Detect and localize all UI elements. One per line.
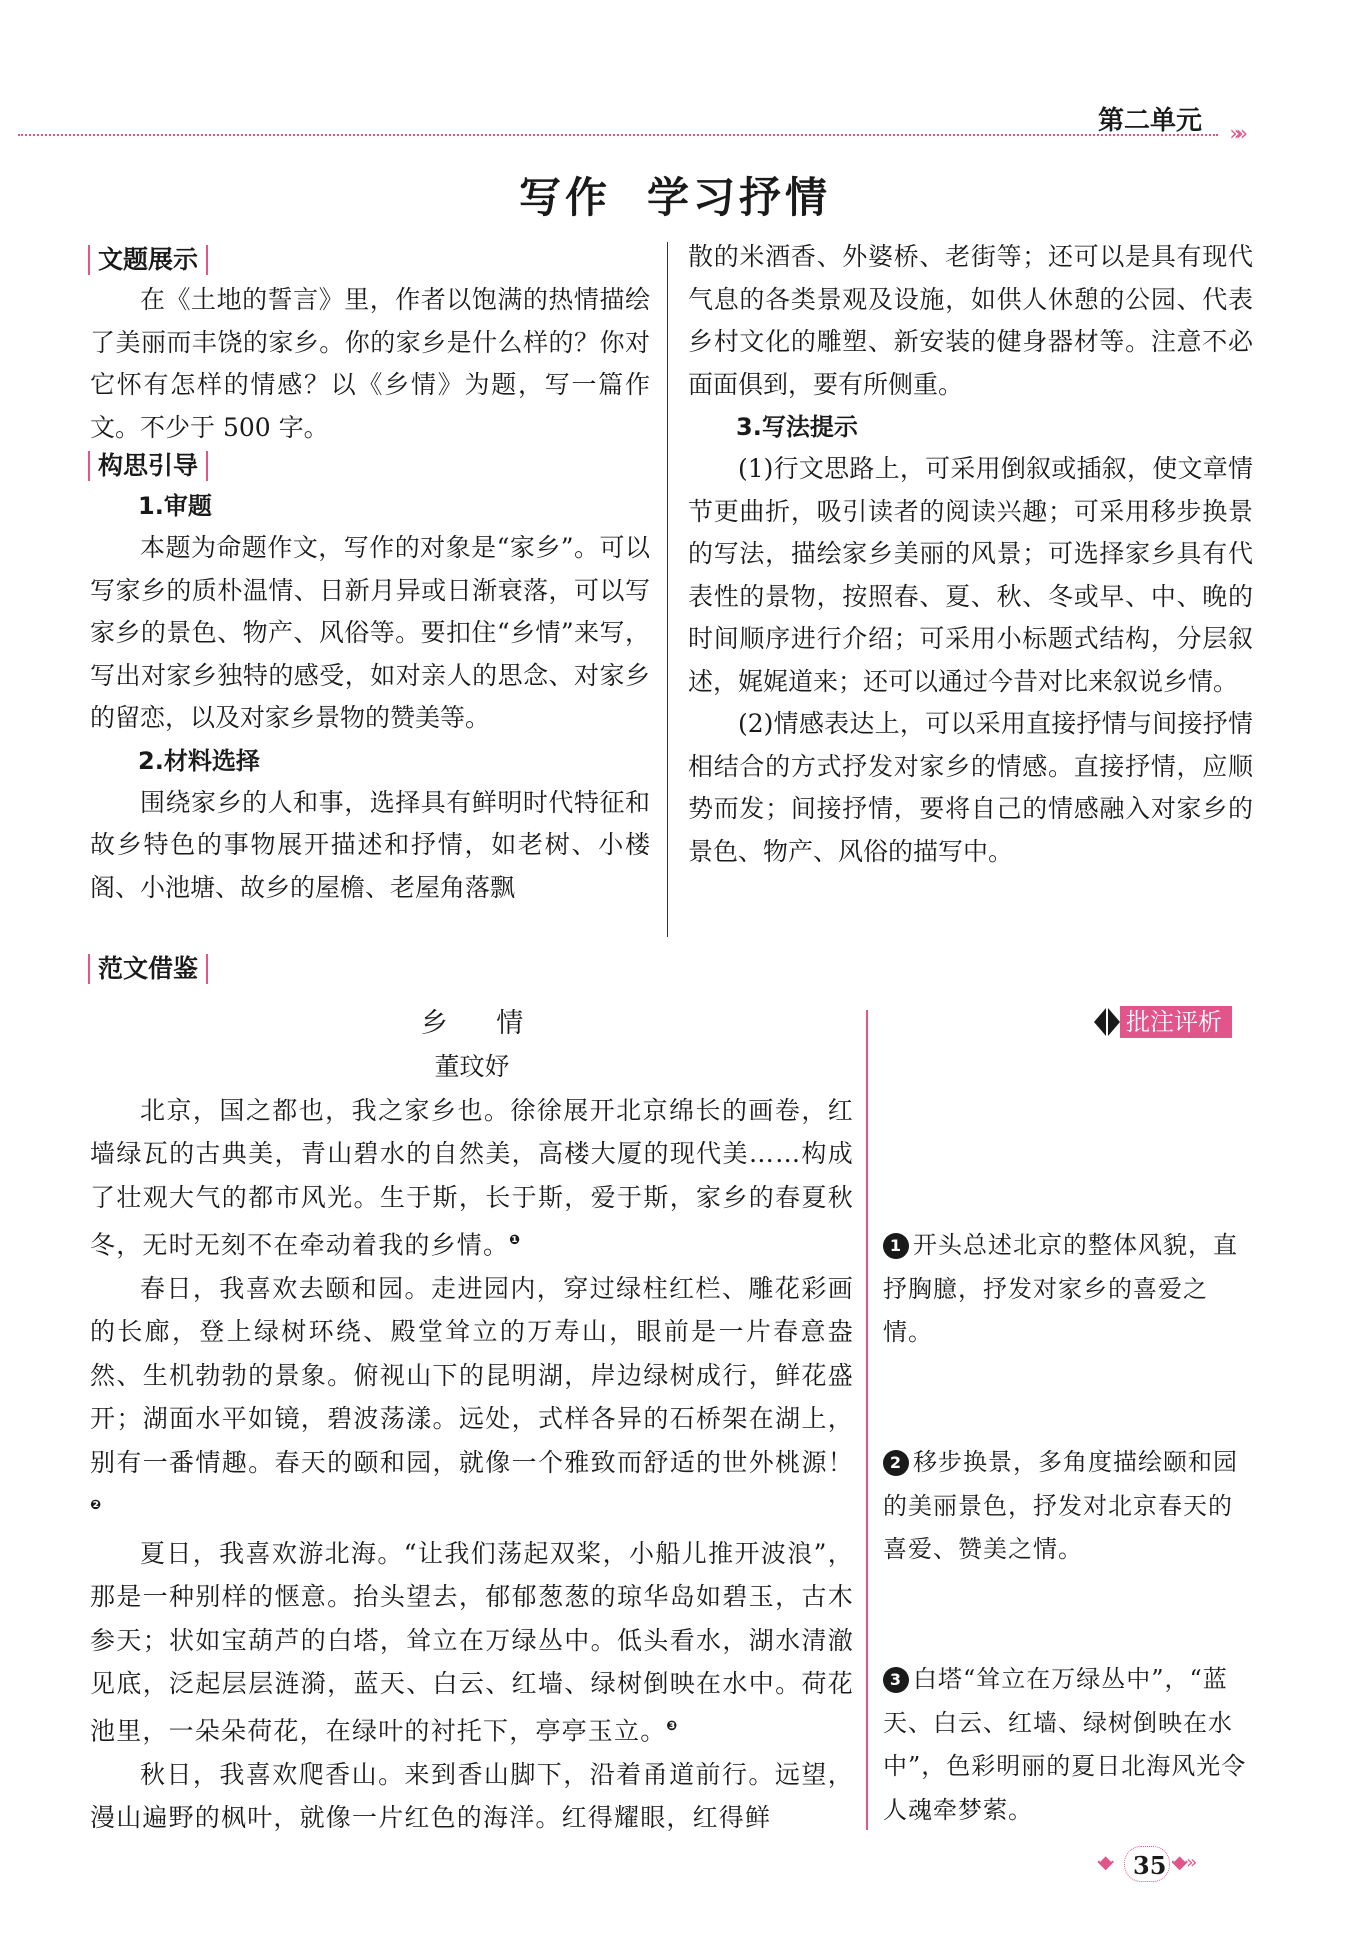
- xiefa-text-1: (1)行文思路上，可采用倒叙或插叙，使文章情节更曲折，吸引读者的阅读兴趣；可采用移步换景的写法，描绘家乡美丽的风景；可选择家乡具有代表性的景物，按照春、夏、秋、冬或早、中、晚的时间顺序进行介绍；可采用小标题式结构，分层叙述，娓娓道来；还可以通过今昔对比来叙说乡情。: [688, 454, 1253, 696]
- note-2: [883, 1441, 1253, 1572]
- shenti-text: 本题为命题作文，写作的对象是“家乡”。可以写家乡的质朴温情、日新月异或日渐衰落，可以写家乡的景色、物产、风俗等。要扣住“乡情”来写，写出对家乡独特的感受，如对亲人的思念、对家乡的留恋，以及对家乡景物的赞美等。: [90, 533, 650, 732]
- page-number-dots-left-icon: ·◆·: [1096, 1852, 1113, 1873]
- cailiao-text-left: 围绕家乡的人和事，选择具有鲜明时代特征和故乡特色的事物展开描述和抒情，如老树、小楼阁、小池塘、故乡的屋檐、老屋角落飘: [90, 787, 650, 902]
- section-label-wenti: 文题展示: [88, 245, 208, 275]
- header-rule: [18, 134, 1218, 136]
- note-text-1: 开头总述北京的整体风貌，直抒胸臆，抒发对家乡的喜爱之情。: [883, 1231, 1238, 1346]
- shenti-heading: 1.审题: [138, 492, 212, 520]
- essay-paragraph-1: [90, 1089, 854, 1267]
- essay-paragraph-2-text: 春日，我喜欢去颐和园。走进园内，穿过绿柱红栏、雕花彩画的长廊，登上绿树环绕、殿堂耸立的万寿山，眼前是一片春意盎然、生机勃勃的景象。俯视山下的昆明湖，岸边绿树成行，鲜花盛开；湖面水平如镜，碧波荡漾。远处，式样各异的石桥架在湖上，别有一番情趣。春天的颐和园，就像一个雅致而舒适的世外桃源！: [90, 1273, 854, 1477]
- notes-tag: [1094, 1005, 1232, 1039]
- note-3: [883, 1658, 1253, 1832]
- essay-title: 乡 情: [420, 1008, 544, 1039]
- tag-arrow-right-icon: [1108, 1008, 1120, 1036]
- unit-title: 第二单元: [1097, 106, 1202, 136]
- header-arrows-icon: »»: [1229, 121, 1242, 145]
- essay-author: 董玟妤: [434, 1052, 510, 1081]
- essay-paragraph-4: 秋日，我喜欢爬香山。来到香山脚下，沿着甬道前行。远望，漫山遍野的枫叶，就像一片红色的海洋。红得耀眼，红得鲜: [90, 1760, 854, 1833]
- page-number: 35: [1133, 1851, 1167, 1880]
- cailiao-text-right: 散的米酒香、外婆桥、老街等；还可以是具有现代气息的各类景观及设施，如供人休憩的公园、代表乡村文化的雕塑、新安装的健身器材等。注意不必面面俱到，要有所侧重。: [688, 242, 1253, 399]
- note-1: [883, 1224, 1253, 1355]
- page-title-right: 学习抒情: [647, 173, 832, 222]
- page-title-left: 写作: [518, 173, 611, 222]
- notes-tag-label: 批注评析: [1120, 1006, 1232, 1038]
- annotation-mark-3: ❸: [666, 1719, 679, 1735]
- page-number-dots-right-icon: ·◆·»: [1170, 1852, 1195, 1873]
- tag-arrow-left-icon: [1094, 1008, 1106, 1036]
- xiefa-text-2: (2)情感表达上，可以采用直接抒情与间接抒情相结合的方式抒发对家乡的情感。直接抒情，应顺势而发；间接抒情，要将自己的情感融入对家乡的景色、物产、风俗的描写中。: [688, 709, 1253, 866]
- note-text-3: 白塔“耸立在万绿丛中”，“蓝天、白云、红墙、绿树倒映在水中”，色彩明丽的夏日北海风光令人魂牵梦萦。: [883, 1665, 1247, 1824]
- right-column: [688, 236, 1253, 873]
- wenti-text: 在《土地的誓言》里，作者以饱满的热情描绘了美丽而丰饶的家乡。你的家乡是什么样的？你对它怀有怎样的情感？以《乡情》为题，写一篇作文。不少于 500 字。: [90, 285, 650, 442]
- cailiao-heading: 2.材料选择: [138, 746, 260, 775]
- essay-paragraph-2: [90, 1267, 854, 1532]
- annotation-mark-1: ❶: [509, 1233, 522, 1249]
- model-essay: [90, 1003, 854, 1840]
- note-number-2: 2: [883, 1450, 909, 1476]
- essay-paragraph-3: [90, 1532, 854, 1753]
- note-text-2: 移步换景，多角度描绘颐和园的美丽景色，抒发对北京春天的喜爱、赞美之情。: [883, 1448, 1238, 1563]
- note-number-1: 1: [883, 1233, 909, 1259]
- xiefa-heading: 3.写法提示: [736, 413, 858, 441]
- essay-divider: [866, 1010, 868, 1830]
- section-label-gousi: 构思引导: [88, 451, 208, 481]
- column-divider: [667, 242, 668, 937]
- left-column: [90, 243, 650, 909]
- annotation-mark-2: ❷: [90, 1497, 103, 1513]
- essay-paragraph-1-text: 北京，国之都也，我之家乡也。徐徐展开北京绵长的画卷，红墙绿瓦的古典美，青山碧水的自然美，高楼大厦的现代美……构成了壮观大气的都市风光。生于斯，长于斯，爱于斯，家乡的春夏秋冬，无时无刻不在牵动着我的乡情。: [90, 1096, 854, 1260]
- section-label-fanwen: 范文借鉴: [88, 954, 208, 984]
- note-number-3: 3: [883, 1667, 909, 1693]
- essay-paragraph-3-text: 夏日，我喜欢游北海。“让我们荡起双桨，小船儿推开波浪”，那是一种别样的惬意。抬头望去，郁郁葱葱的琼华岛如碧玉，古木参天；状如宝葫芦的白塔，耸立在万绿丛中。低头看水，湖水清澈见底，泛起层层涟漪，蓝天、白云、红墙、绿树倒映在水中。荷花池里，一朵朵荷花，在绿叶的衬托下，亭亭玉立。: [90, 1538, 854, 1746]
- page-title: [0, 165, 1350, 225]
